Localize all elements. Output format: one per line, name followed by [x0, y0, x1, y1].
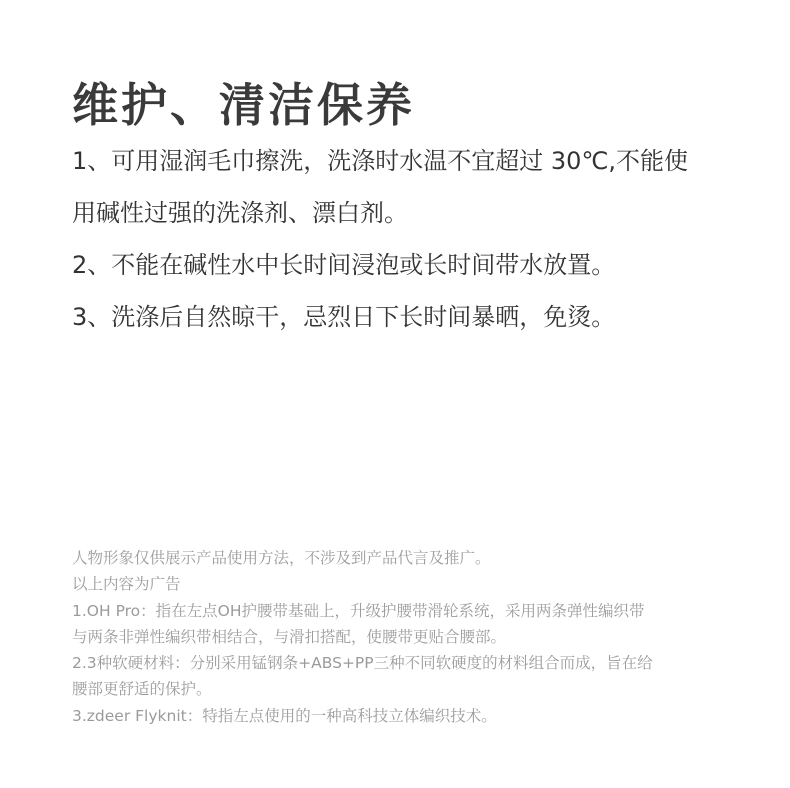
- care-instructions-list: [72, 135, 752, 343]
- care-instruction-line: 2、不能在碱性水中长时间浸泡或长时间带水放置。: [72, 251, 616, 279]
- disclaimer-line: 腰部更舒适的保护。: [72, 680, 212, 699]
- care-instruction-line: 用碱性过强的洗涤剂、漂白剂。: [72, 199, 408, 227]
- disclaimer-line: 人物形象仅供展示产品使用方法，不涉及到产品代言及推广。: [72, 549, 491, 567]
- care-instruction-line: 1、可用湿润毛巾擦洗，洗涤时水温不宜超过 30℃,不能使: [72, 147, 689, 175]
- disclaimer-line: 3.zdeer Flyknit：特指左点使用的一种高科技立体编织技术。: [72, 706, 497, 725]
- care-instruction-line: 3、洗涤后自然晾干，忌烈日下长时间暴晒，免烫。: [72, 303, 616, 331]
- disclaimer-line: 1.OH Pro：指在左点OH护腰带基础上，升级护腰带滑轮系统，采用两条弹性编织带: [72, 601, 645, 620]
- disclaimer-notes: [72, 545, 742, 729]
- disclaimer-line: 2.3种软硬材料：分别采用锰钢条+ABS+PP三种不同软硬度的材料组合而成，旨在给: [72, 654, 653, 673]
- disclaimer-line: 以上内容为广告: [72, 575, 181, 594]
- disclaimer-line: 与两条非弹性编织带相结合，与滑扣搭配，使腰带更贴合腰部。: [72, 627, 507, 646]
- page-title: 维护、清洁保养: [72, 77, 415, 132]
